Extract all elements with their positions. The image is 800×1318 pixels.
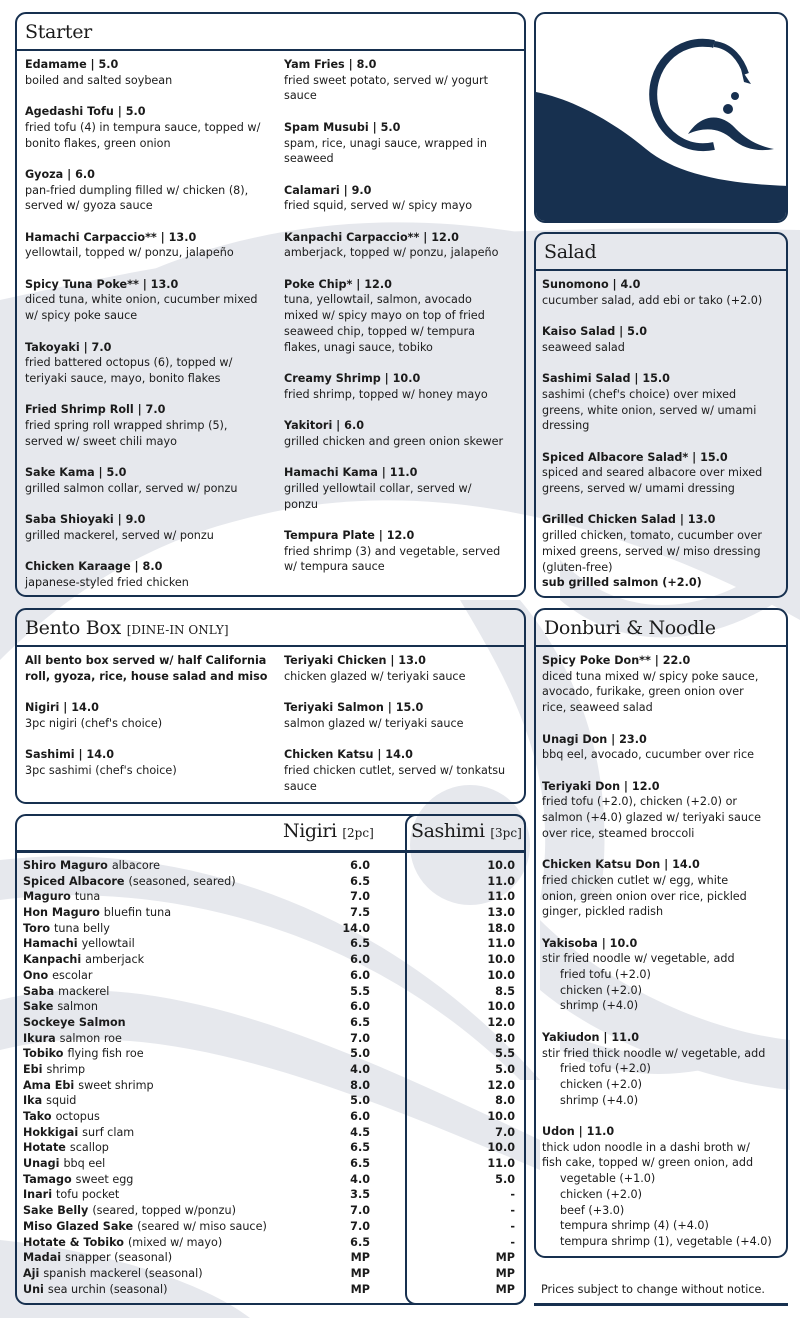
table-row — [23, 1125, 523, 1141]
sashimi-price: 11.0 — [487, 874, 515, 888]
fish-description: squid — [46, 1094, 77, 1108]
fish-name: Madai — [23, 1251, 62, 1265]
sashimi-price: 10.0 — [487, 1000, 515, 1014]
fish-description: sweet egg — [75, 1172, 134, 1186]
table-row — [23, 858, 523, 874]
fish-name: Hon Maguro — [23, 906, 100, 920]
fish-name: Kanpachi — [23, 953, 82, 967]
sashimi-price: 8.0 — [495, 1094, 515, 1108]
menu-item: Edamame | 5.0 boiled and salted soybean — [25, 58, 173, 87]
menu-item: Sake Kama | 5.0 grilled salmon collar, served w/ ponzu — [25, 466, 238, 495]
fish-description: (seared, topped w/ponzu) — [92, 1204, 236, 1218]
nigiri-price: 6.5 — [350, 937, 370, 951]
nigiri-price: 4.0 — [350, 1172, 370, 1186]
menu-item: Udon | 11.0 thick udon noodle in a dashi broth w/ fish cake, topped w/ green onion, add vegetable (+1.0) chicken (+2.0) beef (+3.0) tempura shrimp (4) (+4.0) tempura shrimp (1), vegetable (+4.0) — [542, 1125, 772, 1248]
table-row — [23, 921, 523, 937]
logo-panel — [534, 12, 788, 223]
menu-item: Takoyaki | 7.0 fried battered octopus (6), topped w/ teriyaki sauce, mayo, bonito flakes — [25, 340, 233, 385]
menu-item: Sunomono | 4.0 cucumber salad, add ebi or tako (+2.0) — [542, 278, 763, 307]
nigiri-price: 8.0 — [350, 1078, 370, 1092]
starter-right-column — [284, 57, 524, 591]
menu-item: Hamachi Kama | 11.0 grilled yellowtail collar, served w/ ponzu — [284, 466, 472, 511]
menu-item: Teriyaki Chicken | 13.0 chicken glazed w/ teriyaki sauce — [284, 654, 466, 683]
sashimi-column-header: Sashimi [3pc] — [411, 820, 522, 842]
nigiri-price: 6.5 — [350, 1015, 370, 1029]
sashimi-price: 12.0 — [487, 1015, 515, 1029]
menu-item: Yakitori | 6.0 grilled chicken and green onion skewer — [284, 419, 504, 448]
bento-left-column — [25, 653, 280, 794]
sashimi-price: 12.0 — [487, 1078, 515, 1092]
menu-item: Nigiri | 14.0 3pc nigiri (chef's choice) — [25, 701, 163, 730]
sashimi-price: 5.0 — [495, 1172, 515, 1186]
fish-description: tuna — [74, 890, 101, 904]
fish-description: bbq eel — [63, 1157, 106, 1171]
table-row — [23, 1203, 523, 1219]
fish-description: surf clam — [82, 1125, 135, 1139]
nigiri-price: 6.5 — [350, 1141, 370, 1155]
nigiri-price: 6.5 — [350, 1157, 370, 1171]
fish-name: Toro — [23, 921, 51, 935]
menu-item: Chicken Karaage | 8.0 japanese-styled fried chicken — [25, 560, 189, 590]
nigiri-price: 5.5 — [350, 984, 370, 998]
table-row — [23, 1187, 523, 1203]
fish-description: tuna belly — [54, 921, 110, 935]
table-row — [23, 968, 523, 984]
table-row — [23, 1219, 523, 1235]
nigiri-price: 6.0 — [350, 953, 370, 967]
table-row — [23, 1140, 523, 1156]
bento-dine-in-note: [DINE-IN ONLY] — [126, 623, 229, 637]
menu-item: Kaiso Salad | 5.0 seaweed salad — [542, 325, 647, 354]
fish-description: spanish mackerel (seasonal) — [43, 1266, 203, 1280]
fish-name: Sockeye Salmon — [23, 1015, 126, 1029]
nigiri-price: 7.5 — [350, 906, 370, 920]
fish-name: Tobiko — [23, 1047, 64, 1061]
fish-name: Ono — [23, 968, 49, 982]
table-row — [23, 874, 523, 890]
nigiri-price: 4.0 — [350, 1062, 370, 1076]
nigiri-price: 6.0 — [350, 1110, 370, 1123]
fish-name: Unagi — [23, 1157, 60, 1171]
donburi-noodle-section — [534, 608, 788, 1258]
fish-name: Spiced Albacore — [23, 874, 125, 888]
sashimi-price: 8.5 — [495, 984, 515, 998]
fish-description: (mixed w/ mayo) — [127, 1235, 223, 1249]
table-row — [23, 1031, 523, 1047]
fish-description: scallop — [69, 1141, 109, 1155]
fish-description: escolar — [52, 968, 93, 982]
salad-heading: Salad — [536, 234, 786, 271]
menu-item: Gyoza | 6.0 pan-fried dumpling filled w/ chicken (8), served w/ gyoza sauce — [25, 167, 249, 213]
menu-item: Teriyaki Don | 12.0 fried tofu (+2.0), chicken (+2.0) or salmon (+4.0) glazed w/ teriyaki sauce over rice, steamed broccoli — [542, 779, 761, 840]
nigiri-price: 4.5 — [350, 1125, 370, 1139]
fish-description: octopus — [55, 1110, 100, 1123]
table-row — [23, 905, 523, 921]
menu-item: Yakisoba | 10.0 stir fried noodle w/ vegetable, add fried tofu (+2.0) chicken (+2.0) shrimp (+4.0) — [542, 936, 735, 1013]
sashimi-price: 7.0 — [495, 1125, 515, 1139]
sashimi-price: 8.0 — [495, 1031, 515, 1045]
table-row — [23, 1078, 523, 1094]
salad-column — [542, 277, 787, 598]
footer-rule — [534, 1303, 788, 1306]
fish-name: Hotate & Tobiko — [23, 1235, 124, 1249]
table-row — [23, 1156, 523, 1172]
table-row — [23, 1266, 523, 1282]
menu-item: Grilled Chicken Salad | 13.0 grilled chicken, tomato, cucumber over mixed greens, served w/ miso dressing (gluten-free) sub grilled salmon (+2.0) — [542, 512, 787, 591]
fish-name: Shiro Maguro — [23, 859, 108, 872]
sashimi-price: - — [510, 1204, 515, 1218]
table-row — [23, 889, 523, 905]
nigiri-price: 6.0 — [350, 859, 370, 872]
fish-description: albacore — [111, 859, 160, 872]
nigiri-price: 7.0 — [350, 890, 370, 904]
fish-name: Maguro — [23, 890, 71, 904]
bento-heading: Bento Box [DINE-IN ONLY] — [17, 610, 524, 647]
fish-name: Ikura — [23, 1031, 56, 1045]
sashimi-price: 5.5 — [495, 1047, 515, 1061]
fish-name: Hokkigai — [23, 1125, 79, 1139]
nigiri-price: 3.5 — [350, 1188, 370, 1202]
fish-description: (seasoned, seared) — [128, 874, 236, 888]
sashimi-price: - — [510, 1188, 515, 1202]
starter-heading: Starter — [17, 14, 524, 51]
menu-item: Spiced Albacore Salad* | 15.0 spiced and seared albacore over mixed greens, served w/ umami dressing — [542, 450, 763, 496]
sashimi-price: 10.0 — [487, 953, 515, 967]
fish-name: Sake — [23, 1000, 54, 1014]
table-row — [23, 999, 523, 1015]
table-row — [23, 1250, 523, 1266]
menu-item: Agedashi Tofu | 5.0 fried tofu (4) in tempura sauce, topped w/ bonito flakes, green onion — [25, 105, 261, 150]
sashimi-price: 5.0 — [495, 1062, 515, 1076]
nigiri-price: 6.5 — [350, 1235, 370, 1249]
sashimi-price: 10.0 — [487, 1110, 515, 1123]
fish-description: sea urchin (seasonal) — [47, 1282, 168, 1296]
menu-item: Creamy Shrimp | 10.0 fried shrimp, topped w/ honey mayo — [284, 371, 488, 401]
nigiri-price: 5.0 — [350, 1094, 370, 1108]
sashimi-price: MP — [495, 1282, 515, 1296]
eel-wave-logo-icon — [536, 14, 788, 223]
sashimi-price: 10.0 — [487, 859, 515, 872]
table-row — [23, 936, 523, 952]
table-row — [23, 984, 523, 1000]
menu-item: Yam Fries | 8.0 fried sweet potato, served w/ yogurt sauce — [284, 58, 488, 103]
sashimi-price: MP — [495, 1266, 515, 1280]
fish-description: flying fish roe — [67, 1047, 144, 1061]
fish-description: mackerel — [58, 984, 110, 998]
fish-name: Ika — [23, 1094, 43, 1108]
price-disclaimer: Prices subject to change without notice. — [541, 1283, 765, 1296]
nigiri-price: 6.0 — [350, 1000, 370, 1014]
bento-section — [15, 608, 526, 804]
menu-item: Spicy Tuna Poke** | 13.0 diced tuna, white onion, cucumber mixed w/ spicy poke sauce — [25, 277, 258, 323]
fish-name: Hotate — [23, 1141, 66, 1155]
menu-item: Chicken Katsu | 14.0 fried chicken cutlet, served w/ tonkatsu sauce — [284, 748, 506, 793]
nigiri-price: 7.0 — [350, 1219, 370, 1233]
nigiri-price: 6.5 — [350, 874, 370, 888]
fish-name: Sake Belly — [23, 1204, 89, 1218]
starter-left-column — [25, 57, 280, 597]
nigiri-sashimi-table — [15, 814, 526, 1305]
table-row — [23, 952, 523, 968]
fish-name: Saba — [23, 984, 55, 998]
fish-description: (seared w/ miso sauce) — [137, 1219, 267, 1233]
fish-name: Ebi — [23, 1062, 43, 1076]
nigiri-price: 14.0 — [342, 921, 370, 935]
menu-item: Calamari | 9.0 fried squid, served w/ spicy mayo — [284, 183, 473, 213]
sashimi-price: 11.0 — [487, 937, 515, 951]
menu-item: Tempura Plate | 12.0 fried shrimp (3) and vegetable, served w/ tempura sauce — [284, 528, 501, 574]
menu-item: Sashimi Salad | 15.0 sashimi (chef's choice) over mixed greens, white onion, served w/ umami dressing — [542, 372, 757, 433]
salad-section — [534, 232, 788, 598]
nigiri-price: 7.0 — [350, 1204, 370, 1218]
table-row — [23, 1015, 523, 1031]
menu-item: Saba Shioyaki | 9.0 grilled mackerel, served w/ ponzu — [25, 513, 214, 542]
table-row — [23, 1109, 523, 1125]
menu-item: Hamachi Carpaccio** | 13.0 yellowtail, topped w/ ponzu, jalapeño — [25, 230, 234, 260]
salad-add-salmon-note: sub grilled salmon (+2.0) — [542, 576, 702, 590]
sashimi-price: - — [510, 1219, 515, 1233]
nigiri-price: 6.0 — [350, 968, 370, 982]
bento-right-column — [284, 653, 524, 804]
fish-name: Uni — [23, 1282, 44, 1296]
fish-name: Aji — [23, 1266, 40, 1280]
sashimi-price: 10.0 — [487, 1141, 515, 1155]
fish-description: shrimp — [46, 1062, 86, 1076]
fish-name: Hamachi — [23, 937, 78, 951]
sashimi-price: 18.0 — [487, 921, 515, 935]
menu-item: Poke Chip* | 12.0 tuna, yellowtail, salmon, avocado mixed w/ spicy mayo on top of fried seaweed chip, topped w/ tempura flakes, unagi sauce, tobiko — [284, 277, 485, 354]
fish-description: salmon — [57, 1000, 98, 1014]
sashimi-price: - — [510, 1235, 515, 1249]
menu-item: Spicy Poke Don** | 22.0 diced tuna mixed w/ spicy poke sauce, avocado, furikake, green onion over rice, seaweed salad — [542, 654, 759, 715]
donburi-column — [542, 653, 787, 1258]
menu-item: Chicken Katsu Don | 14.0 fried chicken cutlet w/ egg, white onion, green onion over rice, pickled ginger, pickled radish — [542, 858, 747, 919]
fish-name: Tako — [23, 1110, 52, 1123]
menu-item: Spam Musubi | 5.0 spam, rice, unagi sauce, wrapped in seaweed — [284, 120, 487, 166]
nigiri-price: 5.0 — [350, 1047, 370, 1061]
table-row — [23, 1235, 523, 1251]
nigiri-price: MP — [350, 1266, 370, 1280]
menu-item: Sashimi | 14.0 3pc sashimi (chef's choice) — [25, 748, 177, 777]
nigiri-price: MP — [350, 1282, 370, 1296]
nigiri-price: 7.0 — [350, 1031, 370, 1045]
menu-item: Teriyaki Salmon | 15.0 salmon glazed w/ teriyaki sauce — [284, 701, 464, 730]
fish-description: bluefin tuna — [103, 906, 172, 920]
nigiri-column-header: Nigiri [2pc] — [283, 820, 374, 842]
menu-item: Yakiudon | 11.0 stir fried thick noodle w/ vegetable, add fried tofu (+2.0) chicken (+2.0) shrimp (+4.0) — [542, 1030, 766, 1107]
table-row — [23, 1282, 523, 1298]
fish-description: yellowtail — [81, 937, 135, 951]
sashimi-price: 11.0 — [487, 1157, 515, 1171]
sashimi-price: MP — [495, 1251, 515, 1265]
sashimi-price: 11.0 — [487, 890, 515, 904]
fish-name: Inari — [23, 1188, 53, 1202]
table-row — [23, 1046, 523, 1062]
table-row — [23, 1062, 523, 1078]
table-row — [23, 1172, 523, 1188]
table-row — [23, 1093, 523, 1109]
menu-item: Unagi Don | 23.0 bbq eel, avocado, cucumber over rice — [542, 732, 754, 762]
donburi-heading: Donburi & Noodle — [536, 610, 786, 647]
fish-name: Miso Glazed Sake — [23, 1219, 134, 1233]
sashimi-price: 13.0 — [487, 906, 515, 920]
fish-name: Tamago — [23, 1172, 72, 1186]
fish-description: amberjack — [85, 953, 145, 967]
menu-item: Fried Shrimp Roll | 7.0 fried spring roll wrapped shrimp (5), served w/ sweet chili mayo — [25, 403, 228, 448]
fish-description: sweet shrimp — [78, 1078, 154, 1092]
sashimi-price: 10.0 — [487, 968, 515, 982]
fish-name: Ama Ebi — [23, 1078, 75, 1092]
sushi-rows — [23, 858, 523, 1297]
bento-note: All bento box served w/ half California roll, gyoza, rice, house salad and miso — [25, 654, 268, 683]
menu-item: Kanpachi Carpaccio** | 12.0 amberjack, topped w/ ponzu, jalapeño — [284, 230, 499, 260]
fish-description: salmon roe — [59, 1031, 122, 1045]
nigiri-price: MP — [350, 1251, 370, 1265]
starter-section — [15, 12, 526, 597]
fish-description: snapper (seasonal) — [65, 1251, 173, 1265]
fish-description: tofu pocket — [56, 1188, 120, 1202]
